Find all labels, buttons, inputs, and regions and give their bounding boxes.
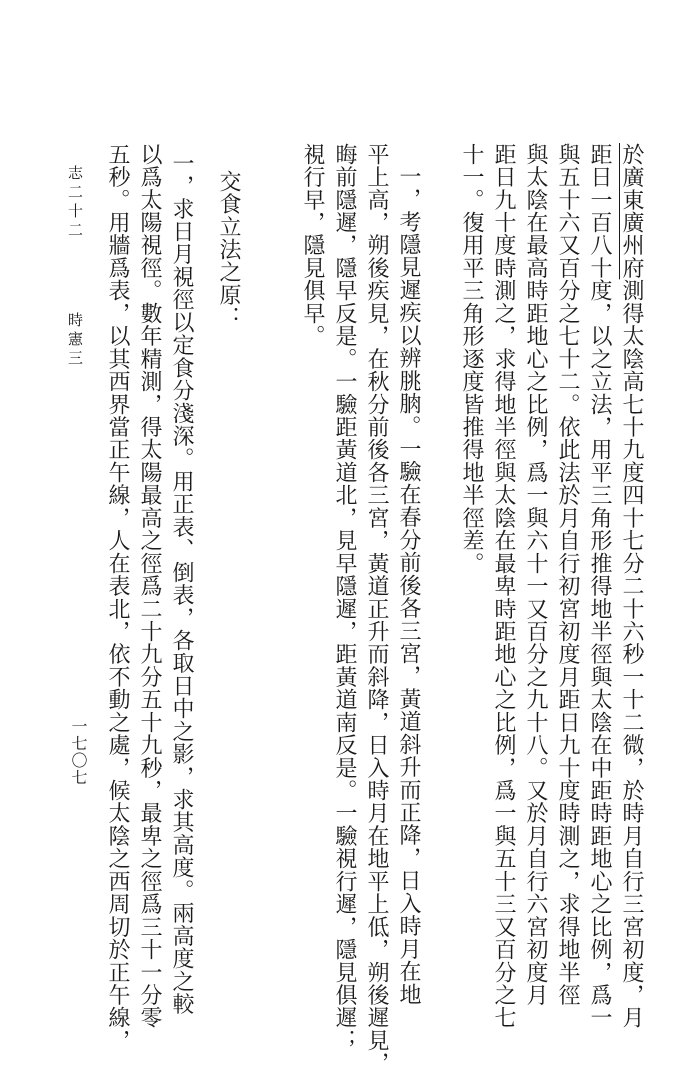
section-head: 時憲三: [66, 312, 84, 369]
column-1-rest: 測得太陰高七十九度四十七分二十六秒一十二微，於時月自行三宮初度，月: [619, 279, 644, 1030]
running-head: 志二十二: [66, 165, 84, 241]
text-column-2: 距日一百八十度，以之立法，用平三角形推得地半徑與太陰在中距時距地心之比例，爲一: [587, 143, 612, 1030]
text-column-7: 一，考隱見遲疾以辨朓朒。一驗在春分前後各三宮，黃道斜升而正降，日入時月在地: [396, 165, 421, 1006]
text-column-5: 距日九十度時測之，求得地半徑與太陰在最卑時距地心之比例，爲一與五十三又百分之七: [491, 143, 516, 1030]
text-column-6: 十一。復用平三角形逐度皆推得地半徑差。: [459, 143, 484, 575]
underlined-place-name: 於廣東廣州府: [619, 143, 644, 280]
text-column-12: 一，求日月視徑以定食分淺深。用正表、倒表，各取日中之影，求其高度。兩高度之較: [169, 152, 194, 1016]
text-column-9: 晦前隱遲，隱早反是。一驗距黃道北，見早隱遲，距黃道南反是。一驗視行遲，隱見俱遲；: [332, 143, 357, 1052]
text-column-10: 視行早，隱見俱早。: [300, 143, 325, 348]
text-column-3: 與五十六又百分之七十二。依此法於月自行初宮初度月距日九十度時測之，求得地半徑: [555, 143, 580, 1007]
section-heading: 交食立法之原：: [216, 170, 241, 330]
text-column-8: 平上高，朔後疾見，在秋分前後各三宮，黃道正升而斜降，日入時月在地平上低，朔後遲見，: [364, 143, 389, 1075]
text-column-14: 五秒。用牆爲表，以其西界當正午線，人在表北，依不動之處，候太陰之西周切於正午線，: [105, 143, 130, 1052]
text-column-4: 與太陰在最高時距地心之比例，爲一與六十一又百分之九十八。又於月自行六宮初度月: [523, 143, 548, 1007]
text-column-1: [616, 143, 646, 1029]
page-number: 一七〇七: [69, 718, 88, 786]
text-column-13: 以爲太陽視徑。數年精測，得太陽最高之徑爲二十九分五十九秒，最卑之徑爲三十一分零: [137, 143, 162, 1030]
